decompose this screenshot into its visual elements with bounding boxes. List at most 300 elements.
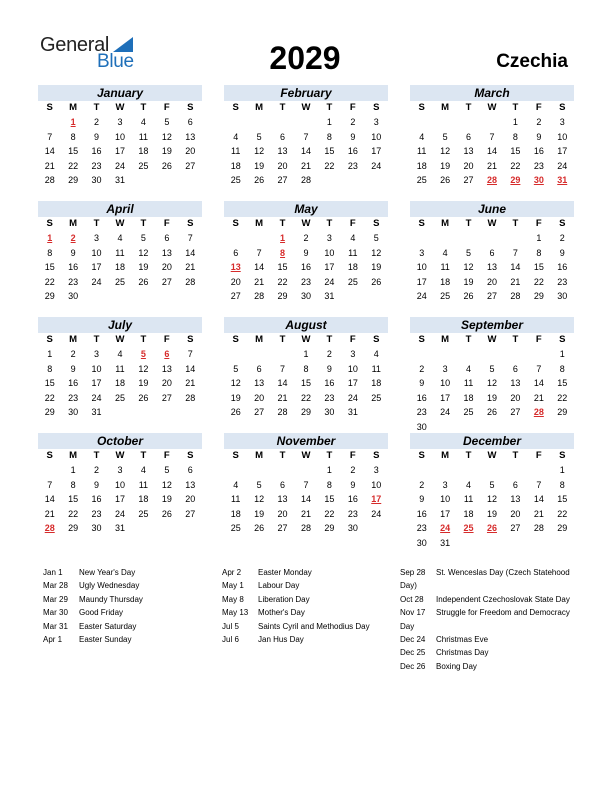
day-cell: 30: [300, 291, 311, 302]
day-cell: 14: [300, 494, 311, 505]
day-cell: 6: [280, 479, 286, 490]
day-cell: 23: [91, 160, 102, 171]
day-cell: 14: [510, 262, 521, 273]
day-cell: 4: [373, 349, 379, 359]
month-march: [410, 85, 574, 188]
day-cell: 5: [256, 131, 262, 142]
day-cell: 8: [512, 131, 518, 142]
weekday-header: S: [373, 450, 380, 461]
day-cell: 27: [277, 175, 288, 186]
holiday-date: Sep 28: [400, 568, 426, 577]
day-cell: 11: [231, 494, 241, 505]
holiday-date: May 8: [222, 594, 244, 604]
day-cell: 19: [230, 392, 241, 403]
day-cell: 15: [44, 262, 55, 273]
weekday-header: T: [279, 334, 286, 345]
day-cell: 10: [416, 262, 427, 273]
day-cell: 4: [466, 479, 472, 490]
day-cell: 13: [510, 494, 521, 505]
day-cell: 19: [138, 262, 149, 273]
empty-day-cell: [271, 347, 294, 362]
holiday-name: Mother's Day: [258, 608, 305, 618]
empty-day-cell: [271, 115, 294, 130]
empty-day-cell: [433, 115, 456, 130]
day-cell: 3: [442, 479, 448, 490]
day-cell: 5: [489, 363, 495, 374]
day-cell: 20: [510, 392, 521, 403]
day-cell: 10: [440, 378, 451, 389]
day-cell: 18: [463, 508, 474, 519]
day-cell: 15: [68, 494, 79, 505]
month-title: February: [224, 85, 388, 101]
day-grid: [38, 333, 202, 420]
weekday-header: S: [46, 102, 53, 113]
weekday-header: S: [46, 450, 53, 461]
weekday-header: T: [326, 450, 333, 461]
empty-day-cell: [38, 463, 61, 478]
weekday-header: F: [163, 218, 170, 229]
day-cell: 25: [138, 160, 149, 171]
empty-day-cell: [433, 231, 456, 246]
empty-day-cell: [480, 347, 503, 362]
day-cell: 31: [114, 523, 125, 534]
holiday-day-cell: 28: [44, 523, 55, 534]
day-cell: 12: [463, 262, 474, 273]
day-cell: 2: [70, 349, 76, 359]
day-cell: 24: [371, 160, 382, 171]
day-cell: 2: [536, 117, 542, 127]
day-cell: 7: [256, 247, 262, 258]
day-cell: 8: [70, 131, 76, 142]
day-cell: 16: [347, 146, 358, 157]
holiday-date: Mar 28: [43, 581, 68, 591]
day-cell: 19: [463, 276, 474, 287]
month-title: January: [38, 85, 202, 101]
day-cell: 20: [161, 378, 172, 389]
weekday-header: S: [559, 450, 566, 461]
holiday-day-cell: 25: [463, 523, 474, 534]
day-cell: 6: [233, 247, 239, 258]
day-cell: 23: [347, 160, 358, 171]
weekday-header: S: [418, 102, 425, 113]
day-cell: 9: [303, 247, 309, 258]
day-cell: 18: [114, 378, 125, 389]
day-cell: 10: [324, 247, 335, 258]
day-cell: 24: [371, 508, 382, 519]
holiday-item: [400, 606, 572, 633]
holiday-day-cell: 26: [486, 523, 497, 534]
day-cell: 25: [114, 276, 125, 287]
weekday-header: F: [163, 450, 170, 461]
weekday-header: F: [535, 450, 542, 461]
day-cell: 29: [68, 523, 79, 534]
weekday-header: T: [279, 450, 286, 461]
holiday-name: Easter Saturday: [79, 621, 137, 631]
day-cell: 12: [138, 363, 149, 374]
holiday-day-cell: 1: [280, 233, 286, 243]
holiday-date: Jan 1: [43, 568, 63, 577]
day-cell: 19: [371, 262, 382, 273]
holiday-date: Mar 30: [43, 608, 68, 618]
day-cell: 4: [140, 117, 146, 127]
day-cell: 18: [463, 392, 474, 403]
day-cell: 3: [117, 117, 123, 127]
day-cell: 18: [230, 160, 241, 171]
day-cell: 19: [161, 494, 172, 505]
day-cell: 7: [47, 479, 53, 490]
day-cell: 26: [440, 175, 451, 186]
holiday-name: Jan Hus Day: [258, 635, 304, 645]
day-cell: 22: [510, 160, 521, 171]
holiday-item: [222, 606, 392, 619]
day-cell: 1: [303, 349, 309, 359]
month-title: September: [410, 317, 574, 333]
weekday-header: M: [441, 450, 450, 461]
day-cell: 19: [486, 508, 497, 519]
weekday-header: T: [140, 450, 147, 461]
weekday-header: M: [441, 102, 450, 113]
holiday-name: Liberation Day: [258, 594, 310, 604]
day-cell: 10: [557, 131, 568, 142]
holiday-date: Dec 26: [400, 661, 426, 671]
day-cell: 19: [486, 392, 497, 403]
day-cell: 8: [47, 363, 53, 374]
weekday-header: W: [115, 102, 125, 113]
holiday-name: St. Wenceslas Day (Czech Statehood Day): [400, 568, 570, 591]
day-grid: [224, 217, 388, 304]
weekday-header: T: [93, 450, 100, 461]
day-cell: 20: [463, 160, 474, 171]
holiday-column: [43, 566, 203, 646]
weekday-header: T: [279, 102, 286, 113]
month-title: June: [410, 201, 574, 217]
day-cell: 20: [510, 508, 521, 519]
day-cell: 22: [324, 160, 335, 171]
day-cell: 13: [161, 247, 172, 258]
weekday-header: F: [163, 102, 170, 113]
day-cell: 13: [254, 378, 265, 389]
weekday-header: T: [326, 218, 333, 229]
month-april: [38, 201, 202, 304]
day-cell: 27: [510, 407, 521, 418]
holiday-day-cell: 1: [70, 117, 76, 127]
day-cell: 3: [373, 117, 379, 127]
day-cell: 13: [486, 262, 497, 273]
day-cell: 1: [559, 465, 565, 475]
day-cell: 8: [326, 479, 332, 490]
day-cell: 27: [185, 508, 196, 519]
weekday-header: W: [301, 102, 311, 113]
day-cell: 23: [347, 508, 358, 519]
day-cell: 29: [300, 407, 311, 418]
month-title: April: [38, 201, 202, 217]
day-cell: 3: [559, 117, 565, 127]
day-cell: 7: [187, 233, 193, 243]
weekday-header: W: [487, 450, 497, 461]
day-cell: 2: [94, 465, 100, 475]
holiday-name: Labour Day: [258, 581, 300, 591]
holiday-name: Christmas Eve: [436, 635, 489, 645]
month-september: [410, 317, 574, 435]
day-cell: 10: [347, 363, 358, 374]
day-cell: 28: [185, 276, 196, 287]
day-cell: 13: [510, 378, 521, 389]
day-cell: 2: [559, 233, 565, 243]
weekday-header: W: [301, 218, 311, 229]
day-cell: 16: [416, 392, 427, 403]
holiday-name: Easter Sunday: [79, 635, 132, 645]
holiday-date: Dec 25: [400, 648, 426, 658]
day-cell: 5: [164, 465, 170, 475]
day-cell: 5: [256, 479, 262, 490]
holiday-date: Nov 17: [400, 608, 426, 618]
day-cell: 14: [486, 146, 497, 157]
holiday-item: [43, 579, 203, 592]
day-cell: 17: [347, 378, 358, 389]
day-cell: 28: [277, 407, 288, 418]
holiday-date: Mar 31: [43, 621, 68, 631]
day-cell: 6: [512, 363, 518, 374]
day-cell: 16: [347, 494, 358, 505]
day-cell: 6: [187, 465, 193, 475]
weekday-header: S: [187, 218, 194, 229]
day-cell: 20: [277, 160, 288, 171]
day-cell: 16: [416, 508, 427, 519]
day-cell: 2: [419, 479, 425, 490]
day-cell: 16: [68, 262, 79, 273]
empty-day-cell: [504, 347, 527, 362]
day-cell: 4: [466, 363, 472, 374]
day-cell: 12: [138, 247, 149, 258]
month-title: May: [224, 201, 388, 217]
holiday-item: [222, 593, 392, 606]
day-cell: 23: [68, 276, 79, 287]
holiday-day-cell: 2: [70, 233, 76, 243]
day-cell: 16: [68, 378, 79, 389]
day-cell: 30: [416, 421, 427, 432]
day-cell: 8: [47, 247, 53, 258]
day-cell: 29: [533, 291, 544, 302]
holiday-date: May 1: [222, 581, 244, 591]
day-grid: [38, 217, 202, 304]
day-cell: 11: [417, 146, 427, 157]
day-cell: 26: [138, 276, 149, 287]
day-cell: 21: [533, 508, 544, 519]
day-cell: 3: [94, 349, 100, 359]
day-cell: 26: [230, 407, 241, 418]
weekday-header: F: [349, 102, 356, 113]
holiday-item: [400, 646, 572, 659]
day-cell: 25: [230, 175, 241, 186]
day-cell: 24: [114, 160, 125, 171]
day-cell: 6: [466, 131, 472, 142]
weekday-header: W: [301, 450, 311, 461]
day-cell: 3: [326, 233, 332, 243]
day-cell: 9: [70, 247, 76, 258]
day-cell: 25: [114, 392, 125, 403]
day-cell: 17: [371, 146, 382, 157]
month-february: [224, 85, 388, 188]
empty-day-cell: [294, 115, 317, 130]
day-cell: 7: [303, 479, 309, 490]
day-cell: 17: [114, 146, 125, 157]
holiday-date: Apr 1: [43, 635, 63, 645]
empty-day-cell: [247, 463, 270, 478]
day-cell: 26: [138, 392, 149, 403]
weekday-header: T: [279, 218, 286, 229]
holiday-date: Jul 6: [222, 635, 239, 645]
day-cell: 18: [114, 262, 125, 273]
day-cell: 29: [557, 523, 568, 534]
day-cell: 12: [486, 378, 497, 389]
day-cell: 9: [94, 131, 100, 142]
day-cell: 14: [254, 262, 265, 273]
day-cell: 20: [254, 392, 265, 403]
day-cell: 8: [559, 363, 565, 374]
day-cell: 15: [510, 146, 521, 157]
weekday-header: S: [559, 334, 566, 345]
day-cell: 23: [557, 276, 568, 287]
weekday-header: T: [512, 102, 519, 113]
day-cell: 23: [91, 508, 102, 519]
day-cell: 22: [277, 276, 288, 287]
day-cell: 30: [557, 291, 568, 302]
day-cell: 2: [326, 349, 332, 359]
day-cell: 18: [138, 146, 149, 157]
day-cell: 19: [138, 378, 149, 389]
day-cell: 1: [326, 117, 332, 127]
day-cell: 11: [138, 479, 149, 490]
day-cell: 22: [300, 392, 311, 403]
day-cell: 23: [533, 160, 544, 171]
holiday-day-cell: 28: [533, 407, 544, 418]
holiday-item: [400, 633, 572, 646]
holiday-day-cell: 13: [230, 262, 241, 273]
day-cell: 7: [280, 363, 286, 374]
day-cell: 30: [324, 407, 335, 418]
day-cell: 16: [91, 146, 102, 157]
weekday-header: S: [46, 218, 53, 229]
day-cell: 16: [533, 146, 544, 157]
day-cell: 14: [44, 494, 55, 505]
day-cell: 5: [164, 117, 170, 127]
holiday-item: [43, 593, 203, 606]
day-cell: 24: [440, 407, 451, 418]
empty-day-cell: [224, 347, 247, 362]
day-cell: 14: [277, 378, 288, 389]
day-cell: 7: [187, 349, 193, 359]
day-cell: 19: [254, 160, 265, 171]
day-cell: 13: [277, 494, 288, 505]
day-grid: [410, 217, 574, 304]
weekday-header: W: [115, 218, 125, 229]
day-cell: 14: [185, 363, 196, 374]
day-cell: 12: [486, 494, 497, 505]
weekday-header: S: [418, 218, 425, 229]
day-cell: 12: [440, 146, 451, 157]
day-cell: 6: [187, 117, 193, 127]
day-cell: 21: [300, 160, 311, 171]
day-cell: 30: [91, 175, 102, 186]
empty-day-cell: [410, 231, 433, 246]
empty-day-cell: [457, 115, 480, 130]
day-cell: 18: [440, 276, 451, 287]
day-cell: 7: [512, 247, 518, 258]
holiday-item: [43, 633, 203, 646]
month-december: [410, 433, 574, 551]
holiday-name: Christmas Day: [436, 648, 489, 658]
empty-day-cell: [224, 231, 247, 246]
day-cell: 5: [140, 233, 146, 243]
day-cell: 30: [416, 537, 427, 548]
weekday-header: M: [255, 218, 264, 229]
day-cell: 9: [94, 479, 100, 490]
day-cell: 11: [231, 146, 241, 157]
holiday-day-cell: 8: [280, 247, 286, 258]
brand-name-blue: Blue: [97, 51, 134, 72]
weekday-header: M: [441, 218, 450, 229]
weekday-header: T: [465, 334, 472, 345]
day-cell: 4: [117, 233, 123, 243]
day-cell: 29: [277, 291, 288, 302]
weekday-header: W: [487, 218, 497, 229]
day-cell: 23: [416, 523, 427, 534]
day-cell: 22: [557, 508, 568, 519]
day-cell: 17: [440, 508, 451, 519]
day-cell: 9: [419, 378, 425, 389]
day-cell: 28: [533, 523, 544, 534]
empty-day-cell: [410, 115, 433, 130]
day-cell: 27: [277, 523, 288, 534]
day-cell: 8: [536, 247, 542, 258]
day-cell: 31: [114, 175, 125, 186]
day-cell: 3: [350, 349, 356, 359]
day-cell: 27: [254, 407, 265, 418]
month-title: August: [224, 317, 388, 333]
day-cell: 16: [91, 494, 102, 505]
holiday-name: Easter Monday: [258, 568, 312, 577]
day-grid: [410, 333, 574, 435]
day-cell: 2: [303, 233, 309, 243]
day-cell: 5: [489, 479, 495, 490]
day-cell: 2: [419, 363, 425, 374]
day-cell: 16: [300, 262, 311, 273]
day-cell: 1: [536, 233, 542, 243]
holiday-name: Maundy Thursday: [79, 594, 143, 604]
day-cell: 27: [185, 160, 196, 171]
day-cell: 12: [254, 146, 265, 157]
empty-day-cell: [433, 347, 456, 362]
day-cell: 21: [185, 262, 196, 273]
weekday-header: S: [373, 218, 380, 229]
day-cell: 3: [419, 247, 425, 258]
day-cell: 24: [91, 392, 102, 403]
day-grid: [224, 333, 388, 420]
holiday-item: [400, 593, 572, 606]
weekday-header: T: [140, 218, 147, 229]
weekday-header: F: [349, 218, 356, 229]
day-cell: 15: [68, 146, 79, 157]
weekday-header: T: [93, 334, 100, 345]
day-cell: 15: [557, 378, 568, 389]
day-cell: 26: [161, 508, 172, 519]
day-cell: 19: [161, 146, 172, 157]
day-cell: 9: [536, 131, 542, 142]
day-cell: 25: [440, 291, 451, 302]
weekday-header: T: [93, 102, 100, 113]
day-cell: 21: [254, 276, 265, 287]
empty-day-cell: [247, 115, 270, 130]
